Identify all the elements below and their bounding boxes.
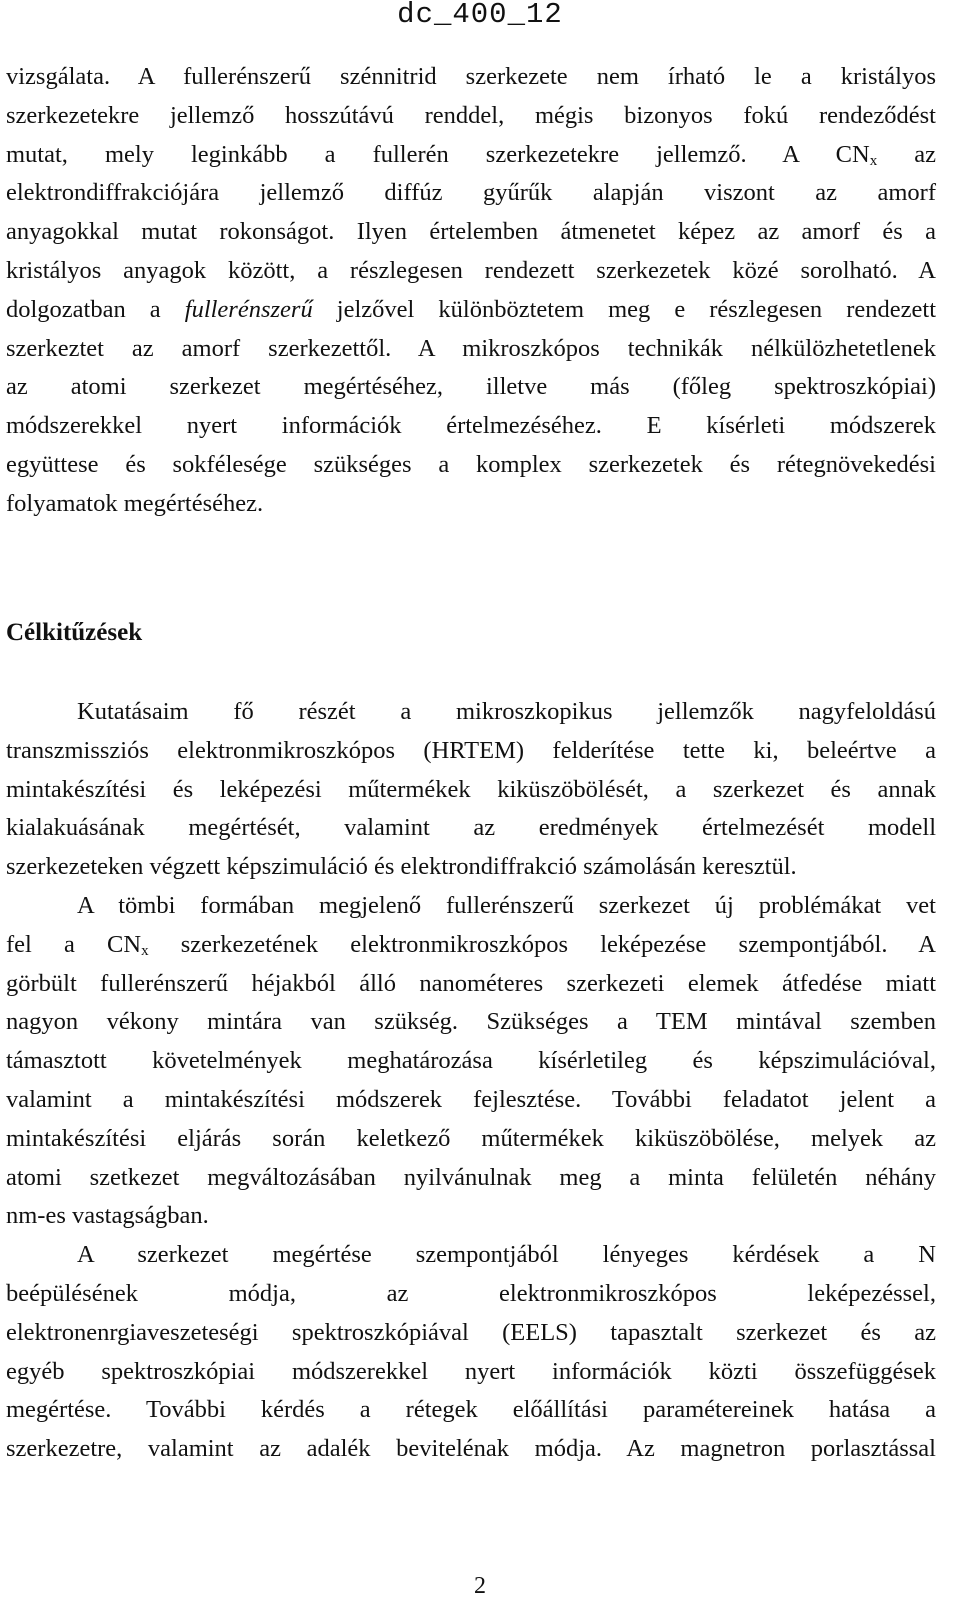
text-line: atomi szetkezet megváltozásában nyilvánulnak meg a minta felületén néhány xyxy=(6,1163,936,1191)
text-line: elektrondiffrakciójára jellemző diffúz gyűrűk alapján viszont az amorf xyxy=(6,179,936,207)
cn-subscript: x xyxy=(141,942,149,959)
text-line: elektronenrgiaveszeteségi spektroszkópiával (EELS) tapasztalt szerkezet és az xyxy=(6,1318,936,1346)
text-line: mintakészítési és leképezési műtermékek kiküszöbölését, a szerkezet és annak xyxy=(6,775,936,803)
text-line: folyamatok megértéséhez. xyxy=(6,489,264,517)
text-segment: fel a CN xyxy=(6,930,142,958)
text-line: A szerkezet megértése szempontjából lényeges kérdések a N xyxy=(77,1241,936,1269)
text-line: szerkeztet az amorf szerkezettől. A mikroszkópos technikák nélkülözhetetlenek xyxy=(6,334,936,362)
text-segment: mutat, mely leginkább a fullerén szerkezetekre jellemző. A CN xyxy=(6,140,870,168)
text-line: nagyon vékony mintára van szükség. Szükséges a TEM mintával szemben xyxy=(6,1008,936,1036)
text-line: szerkezetekre jellemző hosszútávú renddel, mégis bizonyos fokú rendeződést xyxy=(6,101,936,129)
text-line: egyéb spektroszkópiai módszerekkel nyert információk közti összefüggések xyxy=(6,1357,936,1385)
text-line: együttese és sokfélesége szükséges a komplex szerkezetek és rétegnövekedési xyxy=(6,450,936,478)
text-line: kristályos anyagok között, a részlegesen rendezett szerkezetek közé sorolható. A xyxy=(6,256,936,284)
text-line: módszerekkel nyert információk értelmezéséhez. E kísérleti módszerek xyxy=(6,412,936,440)
text-line: nm-es vastagságban. xyxy=(6,1202,209,1230)
text-segment: dolgozatban a xyxy=(6,295,161,323)
text-line: megértése. További kérdés a rétegek előállítási paramétereinek hatása a xyxy=(6,1396,936,1424)
text-line: valamint a mintakészítési módszerek fejlesztése. További feladatot jelent a xyxy=(6,1085,936,1113)
text-line: szerkezetre, valamint az adalék bevitelénak módja. Az magnetron porlasztással xyxy=(6,1435,936,1463)
text-line: transzmissziós elektronmikroszkópos (HRTEM) felderítése tette ki, beleértve a xyxy=(6,736,936,764)
section-heading: Célkitűzések xyxy=(6,619,143,646)
section-body xyxy=(6,693,936,1469)
text-line xyxy=(6,291,936,330)
page-number: 2 xyxy=(474,1573,486,1599)
text-segment: szerkezetének elektronmikroszkópos leképezése szempontjából. A xyxy=(180,930,936,958)
text-segment: jelzővel különböztetem meg e részlegesen rendezett xyxy=(336,295,937,323)
intro-paragraph xyxy=(6,58,936,524)
text-line xyxy=(6,926,936,965)
text-line: Kutatásaim fő részét a mikroszkopikus jellemzők nagyfeloldású xyxy=(77,698,936,725)
text-line: beépülésének módja, az elektronmikroszkópos leképezéssel, xyxy=(6,1279,936,1307)
text-line: A tömbi formában megjelenő fullerénszerű szerkezet új problémákat vet xyxy=(77,891,936,919)
text-line: kialakuásának megértését, valamint az eredmények értelmezését modell xyxy=(6,814,936,842)
text-line: szerkezeteken végzett képszimuláció és elektrondiffrakció számolásán keresztül. xyxy=(6,853,797,881)
text-line: vizsgálata. A fullerénszerű szénnitrid szerkezete nem írható le a kristályos xyxy=(6,63,936,90)
italic-term: fullerénszerű xyxy=(184,295,313,323)
text-line: támasztott követelmények meghatározása kísérletileg és képszimulációval, xyxy=(6,1047,936,1075)
text-line: anyagokkal mutat rokonságot. Ilyen értelemben átmenetet képez az amorf és a xyxy=(6,218,936,246)
text-segment: az xyxy=(914,140,936,168)
cn-subscript: x xyxy=(869,152,878,169)
text-line xyxy=(6,136,936,175)
text-line: görbült fullerénszerű héjakból álló nanométeres szerkezeti elemek átfedése miatt xyxy=(6,969,936,997)
text-line: mintakészítési eljárás során keletkező műtermékek kiküszöbölése, melyek az xyxy=(6,1124,936,1152)
document-id-header: dc_400_12 xyxy=(397,0,563,31)
text-line: az atomi szerkezet megértéséhez, illetve más (főleg spektroszkópiai) xyxy=(6,373,936,401)
